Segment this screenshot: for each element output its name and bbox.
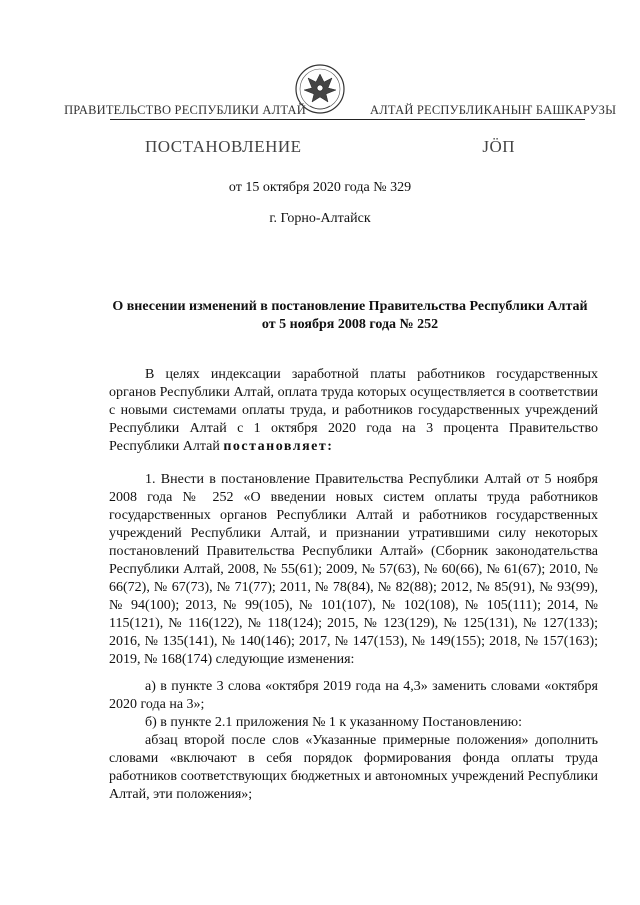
document-title: О внесении изменений в постановление Правительства Республики Алтай от 5 ноября 2008 года № 252 <box>112 299 588 332</box>
date-line: от 15 октября 2020 года № 329 <box>228 180 412 195</box>
document-type-row <box>145 137 515 157</box>
letterhead <box>0 62 640 122</box>
letterhead-left-text: ПРАВИТЕЛЬСТВО РЕСПУБЛИКИ АЛТАЙ <box>64 103 306 117</box>
doc-type-russian: ПОСТАНОВЛЕНИЕ <box>145 137 302 156</box>
paragraph-item-b: б) в пункте 2.1 приложения № 1 к указанному Постановлению: <box>145 715 522 730</box>
paragraph-item-a: а) в пункте 3 слова «октября 2019 года на 4,3» заменить словами «октября 2020 года на 3»; <box>109 679 598 712</box>
preamble-text: В целях индексации заработной платы работников государственных органов Республики Алтай, оплата труда которых осуществляется в соответствии с новыми системами оплаты труда, и работников государственных учреждений Республики Алтай с 1 октября 2020 года на 3 процента Правительство Республики Алтай <box>109 367 598 454</box>
paragraph-preamble <box>109 366 598 456</box>
city-line: г. Горно-Алтайск <box>269 211 371 226</box>
doc-type-altai: ЈӦП <box>482 137 515 156</box>
paragraph-item-1: 1. Внести в постановление Правительства Республики Алтай от 5 ноября 2008 года № 252 «О введении новых систем оплаты труда работников государственных органов Республики Алтай и работников государственных учреждений Республики Алтай, и признании утратившими силу некоторых постановлений Правительства Республики Алтай» (Сборник законодательства Республики Алтай, 2008, № 55(61); 2009, № 57(63), № 60(66), № 61(67); 2010, № 66(72), № 67(73), № 71(77); 2011, № 78(84), № 82(88); 2012, № 85(91), № 93(99), № 94(100); 2013, № 99(105), № 101(107), № 102(108), № 105(111); 2014, № 115(121), № 116(122), № 118(124); 2015, № 123(129), № 125(131), № 127(133); 2016, № 135(141), № 140(146); 2017, № 147(153), № 149(155); 2018, № 157(163); 2019, № 168(174) следующие изменения: <box>109 472 598 667</box>
letterhead-divider <box>110 119 585 120</box>
preamble-emphasis: постановляет: <box>223 439 334 454</box>
paragraph-abzac: абзац второй после слов «Указанные примерные положения» дополнить словами «включают в себя порядок формирования фонда оплаты труда работников соответствующих бюджетных и автономных учреждений Республики Алтай, эти положения»; <box>109 733 598 802</box>
letterhead-right-text: АЛТАЙ РЕСПУБЛИКАНЫҤ БАШКАРУЗЫ <box>370 103 617 117</box>
